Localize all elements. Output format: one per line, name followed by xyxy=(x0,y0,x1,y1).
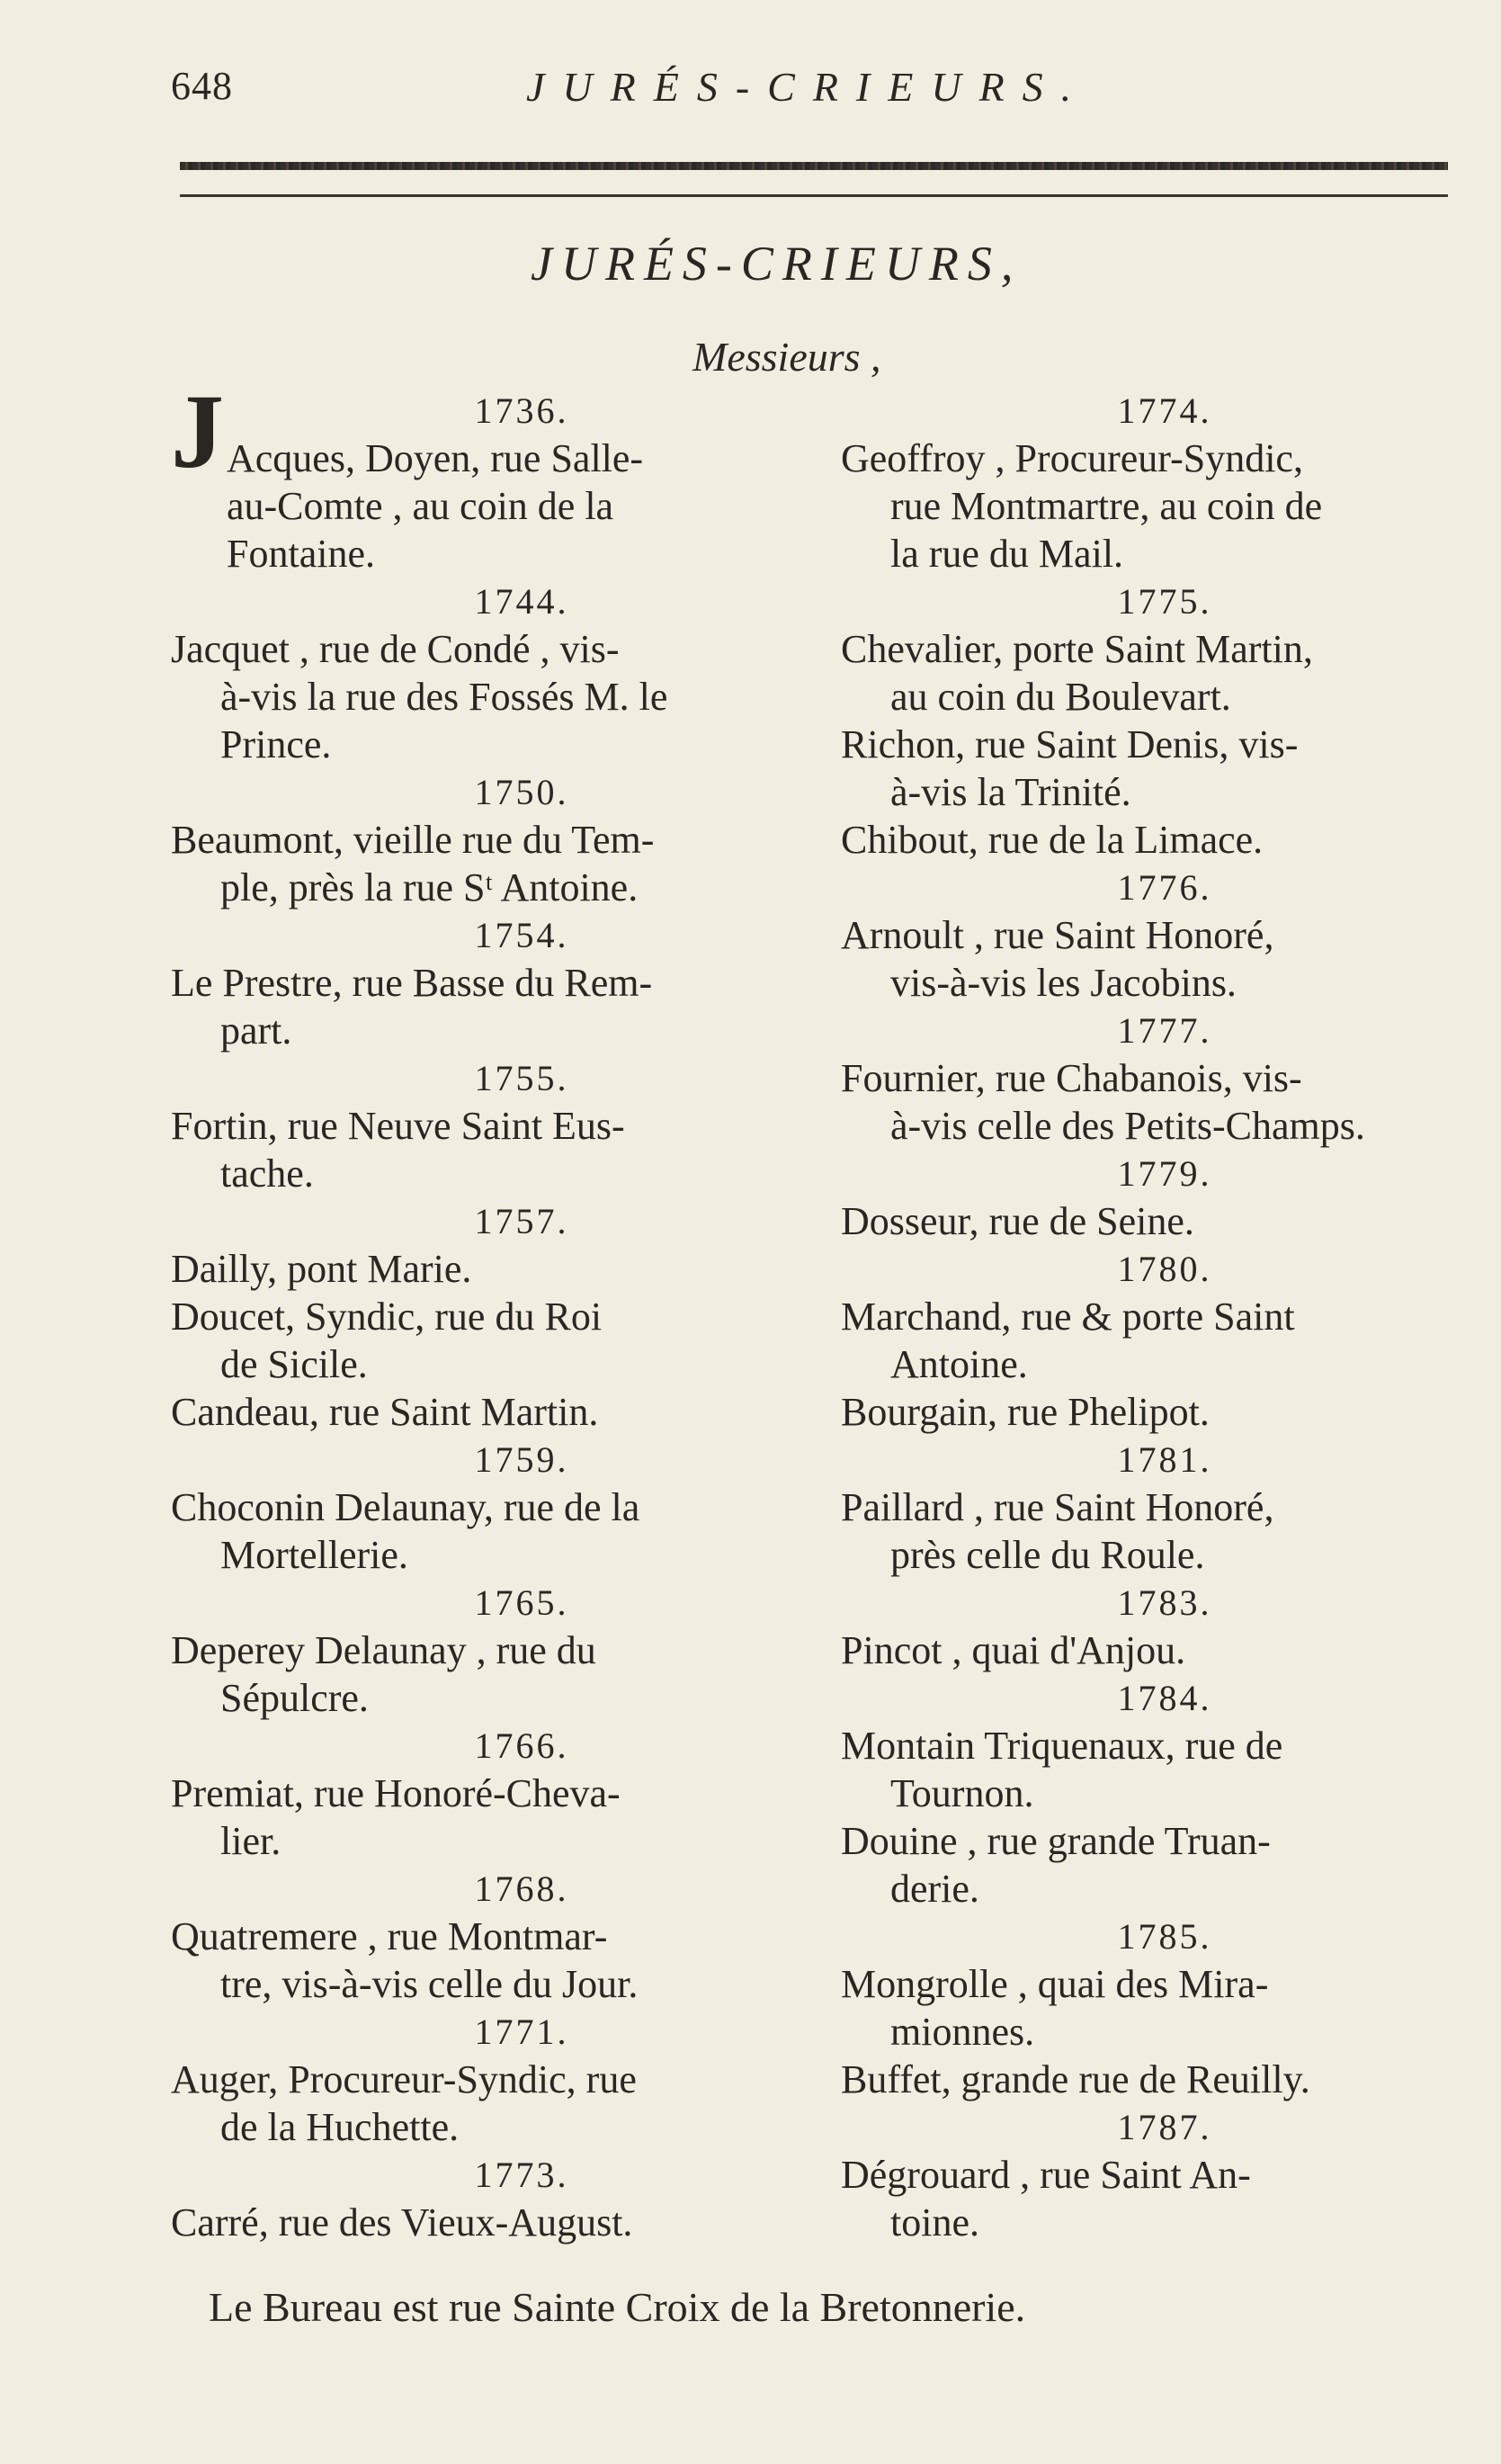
entry-text: Pincot , quai d'Anjou. xyxy=(841,1628,1186,1672)
entry-text: Montain Triquenaux, rue de xyxy=(841,1724,1283,1768)
year-heading: 1736. xyxy=(474,390,569,431)
entry-text: ple, près la rue Sᵗ Antoine. xyxy=(220,865,639,909)
entry-text: Sépulcre. xyxy=(220,1676,369,1720)
year-heading: 1779. xyxy=(1117,1153,1212,1194)
member-entry-continuation xyxy=(171,1960,818,2008)
entry-text: à-vis la rue des Fossés M. le xyxy=(220,675,668,719)
member-entry xyxy=(171,816,818,864)
year-heading: 1783. xyxy=(1117,1582,1212,1623)
member-entry xyxy=(841,1817,1488,1865)
member-entry xyxy=(171,1913,818,1960)
member-entry-continuation xyxy=(171,2103,818,2151)
year-heading: 1759. xyxy=(474,1439,569,1480)
entry-text: Richon, rue Saint Denis, vis- xyxy=(841,722,1299,766)
member-entry xyxy=(841,2056,1488,2103)
member-entry-continuation xyxy=(841,530,1488,578)
entry-text: au coin du Boulevart. xyxy=(890,675,1231,719)
entry-text: Geoffroy , Procureur-Syndic, xyxy=(841,436,1303,480)
entry-text: rue Montmartre, au coin de xyxy=(890,484,1323,528)
member-entry xyxy=(171,625,818,673)
entry-text: Deperey Delaunay , rue du xyxy=(171,1628,596,1672)
year-heading: 1784. xyxy=(1117,1678,1212,1718)
entry-text: Paillard , rue Saint Honoré, xyxy=(841,1485,1274,1529)
member-entry xyxy=(841,1293,1488,1340)
year-heading: 1775. xyxy=(1117,581,1212,622)
entry-text: au-Comte , au coin de la xyxy=(227,484,614,528)
entry-text: Dosseur, rue de Seine. xyxy=(841,1199,1194,1243)
section-title: JURÉS-CRIEURS, xyxy=(531,237,1023,291)
entry-text: tache. xyxy=(220,1151,314,1196)
divider-rule xyxy=(180,194,1448,197)
entry-text: Le Prestre, rue Basse du Rem- xyxy=(171,961,653,1005)
member-entry xyxy=(841,625,1488,673)
member-entry xyxy=(171,2056,818,2103)
entry-text: Carré, rue des Vieux-August. xyxy=(171,2200,633,2244)
year-heading: 1785. xyxy=(1117,1916,1212,1957)
member-entry-continuation xyxy=(841,673,1488,721)
member-entry xyxy=(171,1102,818,1150)
salutation: Messieurs , xyxy=(692,334,881,380)
member-entry xyxy=(171,1770,818,1817)
member-entry xyxy=(171,2199,818,2246)
entry-text: Jacquet , rue de Condé , vis- xyxy=(171,627,620,671)
member-entry-continuation xyxy=(841,959,1488,1007)
entry-text: Choconin Delaunay, rue de la xyxy=(171,1485,640,1529)
entry-text: Dégrouard , rue Saint An- xyxy=(841,2153,1251,2197)
member-entry xyxy=(841,1388,1488,1436)
entry-text: Mortellerie. xyxy=(220,1533,408,1577)
entry-text: Chibout, rue de la Limace. xyxy=(841,818,1264,862)
member-entry xyxy=(841,2151,1488,2199)
member-entry xyxy=(841,1626,1488,1674)
member-entry xyxy=(171,1483,818,1531)
year-heading: 1744. xyxy=(474,581,569,622)
entry-text: Buffet, grande rue de Reuilly. xyxy=(841,2057,1310,2101)
member-entry-continuation xyxy=(171,673,818,721)
member-entry-continuation xyxy=(171,1340,818,1388)
entry-text: Doucet, Syndic, rue du Roi xyxy=(171,1295,603,1339)
member-entry-continuation xyxy=(171,530,818,578)
member-entry xyxy=(171,1293,818,1340)
entry-text: Premiat, rue Honoré-Cheva- xyxy=(171,1771,621,1815)
year-heading: 1768. xyxy=(474,1868,569,1909)
running-header xyxy=(0,63,1501,144)
page-number: 648 xyxy=(171,64,233,108)
entry-text: Quatremere , rue Montmar- xyxy=(171,1914,608,1958)
entry-text: Mongrolle , quai des Mira- xyxy=(841,1962,1269,2006)
member-entry-continuation xyxy=(171,1531,818,1579)
year-heading: 1771. xyxy=(474,2012,569,2052)
entry-text: Fortin, rue Neuve Saint Eus- xyxy=(171,1104,625,1148)
year-heading: 1757. xyxy=(474,1201,569,1241)
entry-text: Auger, Procureur-Syndic, rue xyxy=(171,2057,637,2101)
member-entry xyxy=(841,816,1488,864)
year-heading: 1776. xyxy=(1117,867,1212,908)
right-column xyxy=(841,387,1488,2246)
bureau-address: Le Bureau est rue Sainte Croix de la Bretonnerie. xyxy=(209,2284,1026,2330)
entry-text: à-vis la Trinité. xyxy=(890,770,1131,814)
year-heading: 1777. xyxy=(1117,1010,1212,1051)
member-entry-continuation xyxy=(841,482,1488,530)
entry-text: Marchand, rue & porte Saint xyxy=(841,1295,1295,1339)
entry-text: près celle du Roule. xyxy=(890,1533,1205,1577)
member-entry xyxy=(841,721,1488,768)
member-entry-continuation xyxy=(171,482,818,530)
running-title: JURÉS-CRIEURS. xyxy=(526,64,1090,110)
entry-text: Bourgain, rue Phelipot. xyxy=(841,1390,1210,1434)
year-heading: 1773. xyxy=(474,2155,569,2195)
member-entry xyxy=(841,435,1488,482)
entry-text: lier. xyxy=(220,1819,281,1863)
year-heading: 1787. xyxy=(1117,2107,1212,2147)
member-entry xyxy=(171,1245,818,1293)
year-heading: 1780. xyxy=(1117,1249,1212,1289)
ornamental-rule xyxy=(180,162,1448,170)
member-entry-continuation xyxy=(841,1770,1488,1817)
member-entry-continuation xyxy=(841,2008,1488,2056)
entry-text: Acques, Doyen, rue Salle- xyxy=(227,436,644,480)
entry-text: toine. xyxy=(890,2200,979,2244)
member-entry xyxy=(841,1483,1488,1531)
member-entry xyxy=(171,1626,818,1674)
entry-text: à-vis celle des Petits-Champs. xyxy=(890,1104,1365,1148)
member-entry-continuation xyxy=(171,1150,818,1197)
member-entry xyxy=(841,1054,1488,1102)
entry-text: Beaumont, vieille rue du Tem- xyxy=(171,818,655,862)
member-entry-continuation xyxy=(841,1102,1488,1150)
member-entry-continuation xyxy=(171,864,818,911)
entry-text: Fontaine. xyxy=(227,532,375,576)
year-heading: 1765. xyxy=(474,1582,569,1623)
entry-text: Antoine. xyxy=(890,1342,1028,1386)
member-entry-continuation xyxy=(841,1531,1488,1579)
entry-text: de Sicile. xyxy=(220,1342,368,1386)
entry-text: Fournier, rue Chabanois, vis- xyxy=(841,1056,1302,1100)
member-entry xyxy=(171,959,818,1007)
entry-text: mionnes. xyxy=(890,2010,1035,2054)
member-entry xyxy=(171,1388,818,1436)
entry-text: Prince. xyxy=(220,722,332,766)
member-entry-continuation xyxy=(171,1817,818,1865)
member-entry-continuation xyxy=(841,1865,1488,1913)
member-entry xyxy=(841,1197,1488,1245)
member-entry-continuation xyxy=(171,1674,818,1722)
entry-text: Candeau, rue Saint Martin. xyxy=(171,1390,599,1434)
year-heading: 1755. xyxy=(474,1058,569,1098)
year-heading: 1781. xyxy=(1117,1439,1212,1480)
entry-text: vis-à-vis les Jacobins. xyxy=(890,961,1237,1005)
entry-text: derie. xyxy=(890,1867,979,1911)
member-entry-continuation xyxy=(171,721,818,768)
year-heading: 1754. xyxy=(474,915,569,955)
entry-text: de la Huchette. xyxy=(220,2105,460,2149)
entry-text: Tournon. xyxy=(890,1771,1034,1815)
entry-text: Arnoult , rue Saint Honoré, xyxy=(841,913,1274,957)
left-column xyxy=(171,372,818,2246)
entry-text: tre, vis-à-vis celle du Jour. xyxy=(220,1962,639,2006)
drop-cap: J xyxy=(171,372,224,490)
member-entry-continuation xyxy=(171,1007,818,1054)
entry-text: la rue du Mail. xyxy=(890,532,1124,576)
year-heading: 1774. xyxy=(1117,390,1212,431)
member-entry-continuation xyxy=(841,2199,1488,2246)
entry-text: Dailly, pont Marie. xyxy=(171,1247,472,1291)
member-entry xyxy=(841,1960,1488,2008)
member-entry xyxy=(841,1722,1488,1770)
member-entry-continuation xyxy=(841,1340,1488,1388)
year-heading: 1766. xyxy=(474,1725,569,1766)
member-entry xyxy=(841,911,1488,959)
entry-text: part. xyxy=(220,1008,292,1053)
entry-text: Chevalier, porte Saint Martin, xyxy=(841,627,1313,671)
entry-text: Douine , rue grande Truan- xyxy=(841,1819,1271,1863)
year-heading: 1750. xyxy=(474,772,569,812)
member-entry-continuation xyxy=(841,768,1488,816)
